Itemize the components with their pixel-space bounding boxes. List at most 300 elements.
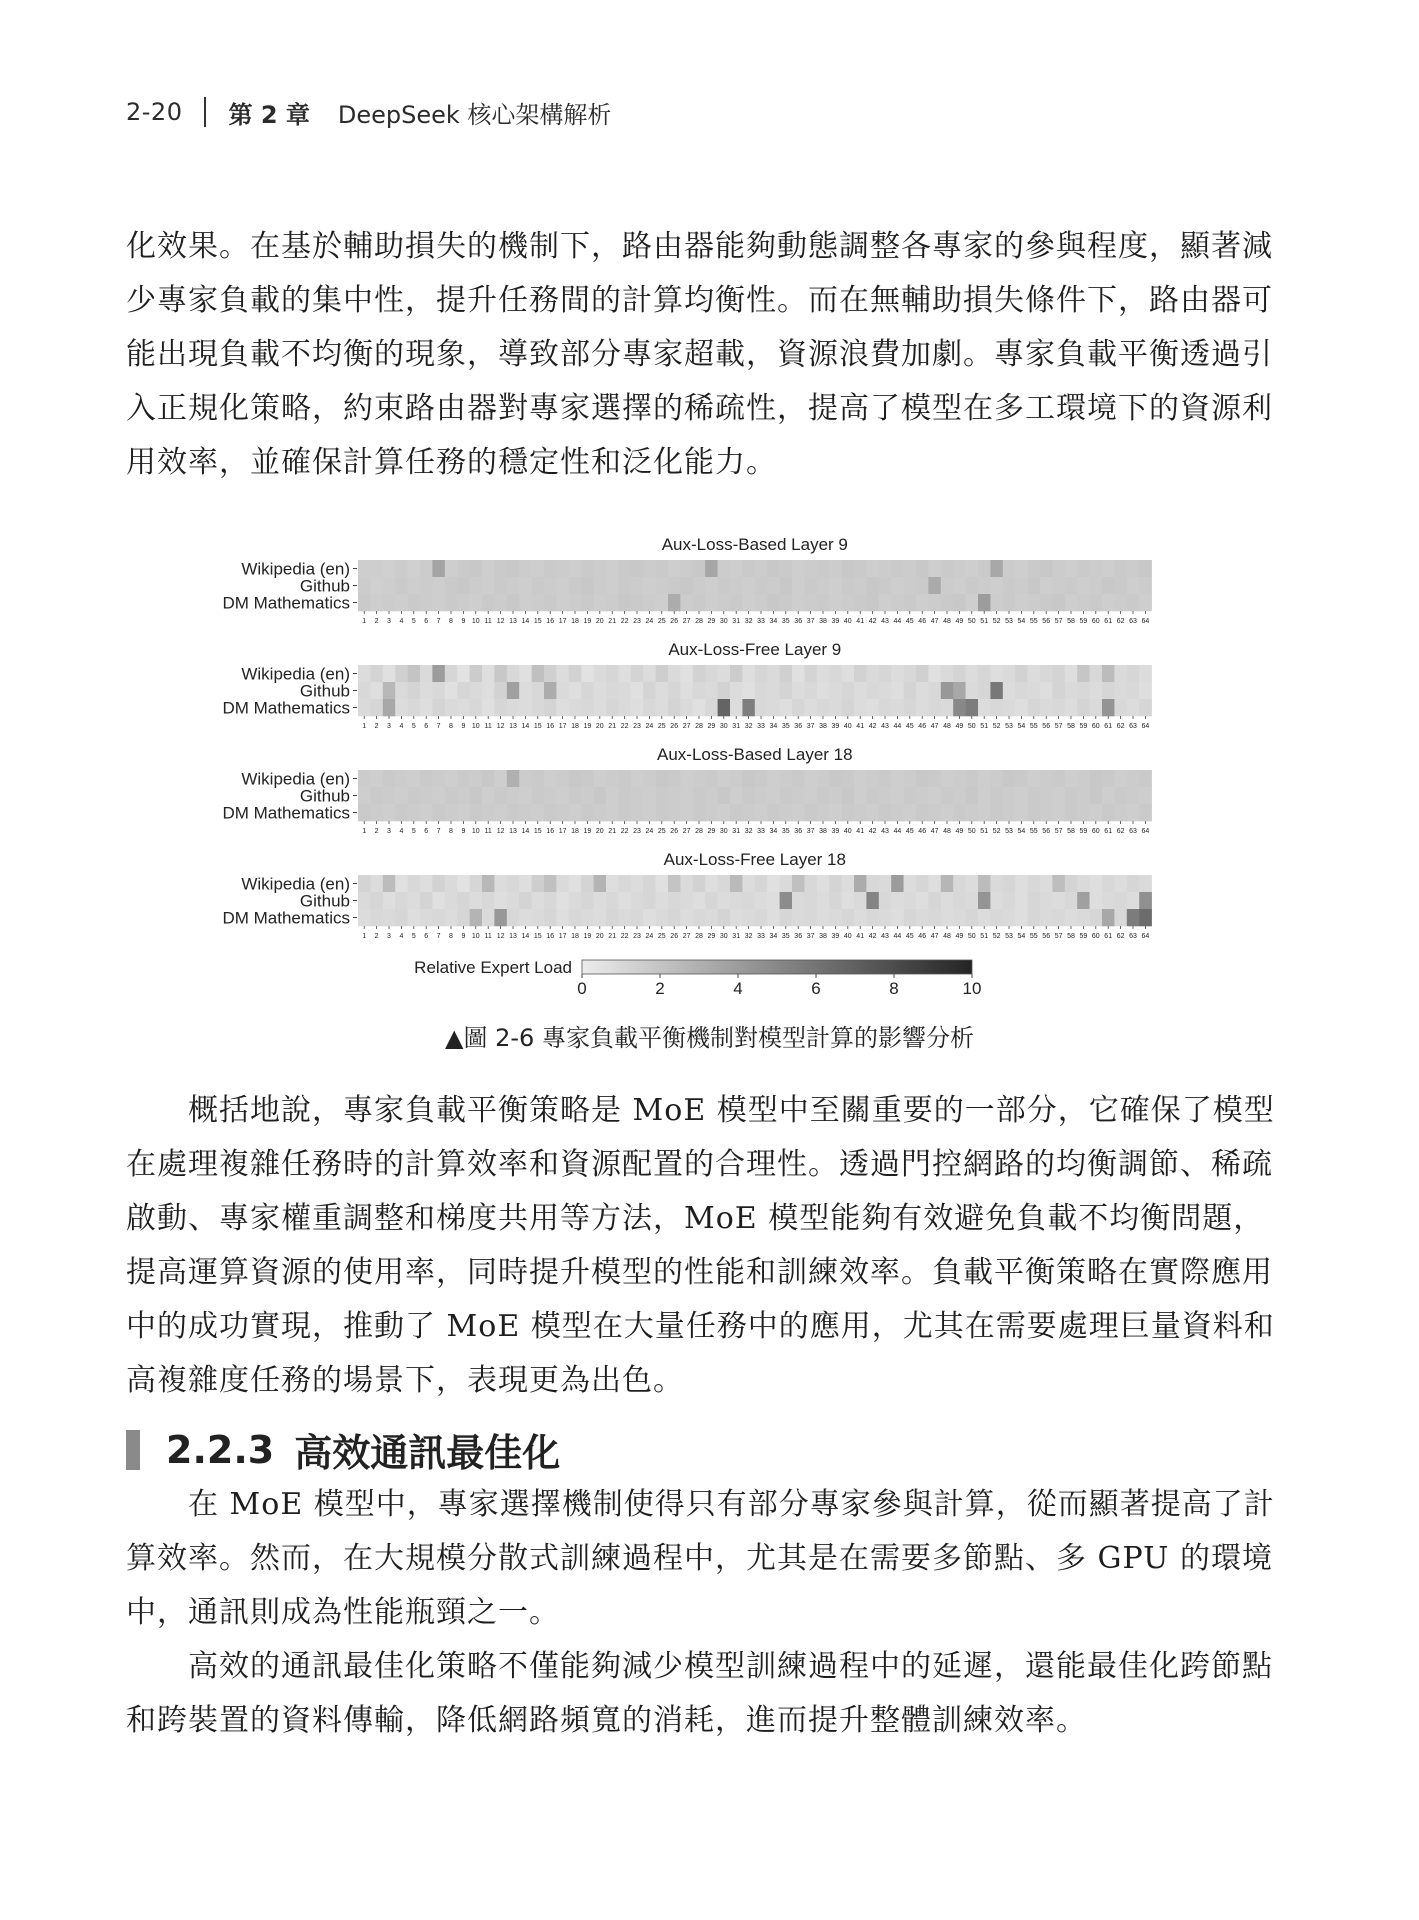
heatmap-cell bbox=[507, 577, 520, 594]
heatmap-cell bbox=[532, 682, 545, 699]
heatmap-cell bbox=[1040, 560, 1053, 577]
expert-tick-label: 52 bbox=[992, 828, 1001, 835]
heatmap-cell bbox=[532, 909, 545, 926]
heatmap-cell bbox=[1127, 875, 1140, 892]
heatmap-cell bbox=[817, 909, 830, 926]
expert-tick-label: 44 bbox=[893, 618, 902, 625]
heatmap-cell bbox=[507, 560, 520, 577]
heatmap-cell bbox=[532, 594, 545, 611]
heatmap-cell bbox=[631, 892, 644, 909]
heatmap-cell bbox=[494, 909, 507, 926]
heatmap-cell bbox=[817, 804, 830, 821]
expert-tick-label: 21 bbox=[608, 618, 617, 625]
expert-tick-label: 3 bbox=[387, 723, 391, 730]
expert-tick-label: 15 bbox=[533, 723, 542, 730]
expert-tick-label: 50 bbox=[967, 933, 976, 940]
heatmap-cell bbox=[370, 682, 383, 699]
heatmap-cell bbox=[792, 560, 805, 577]
expert-tick-label: 38 bbox=[819, 618, 827, 625]
heatmap-cell bbox=[879, 875, 892, 892]
heatmap-cell bbox=[1003, 594, 1016, 611]
heatmap-cell bbox=[544, 577, 557, 594]
expert-tick-label: 5 bbox=[411, 828, 416, 835]
heatmap-cell bbox=[1139, 909, 1152, 926]
heatmap-cell bbox=[829, 560, 842, 577]
heatmap-cell bbox=[445, 594, 458, 611]
expert-tick-label: 49 bbox=[955, 933, 964, 940]
expert-tick-label: 51 bbox=[980, 828, 989, 835]
heatmap-cell bbox=[532, 770, 545, 787]
heatmap-cell bbox=[916, 560, 929, 577]
heatmap-cell bbox=[1040, 804, 1053, 821]
heatmap-cell bbox=[966, 770, 979, 787]
heatmap-cell bbox=[817, 770, 830, 787]
expert-tick-label: 43 bbox=[881, 828, 889, 835]
heatmap-cell bbox=[866, 787, 879, 804]
heatmap-cell bbox=[767, 787, 780, 804]
heatmap-cell bbox=[1090, 577, 1103, 594]
heatmap-cell bbox=[879, 892, 892, 909]
heatmap-cell bbox=[854, 665, 867, 682]
expert-tick-label: 62 bbox=[1116, 723, 1125, 730]
expert-tick-label: 59 bbox=[1079, 933, 1088, 940]
heatmap-cell bbox=[1102, 665, 1115, 682]
heatmap-cell bbox=[1127, 770, 1140, 787]
expert-tick-label: 40 bbox=[843, 933, 852, 940]
heatmap-cell bbox=[408, 770, 421, 787]
heatmap-cell bbox=[817, 892, 830, 909]
heatmap-cell bbox=[742, 665, 755, 682]
heatmap-cell bbox=[730, 892, 743, 909]
heatmap-cell bbox=[445, 665, 458, 682]
heatmap-cell bbox=[693, 892, 706, 909]
heatmap-cell bbox=[792, 665, 805, 682]
heatmap-cell bbox=[1077, 909, 1090, 926]
expert-tick-label: 13 bbox=[509, 933, 517, 940]
heatmap-cell bbox=[693, 770, 706, 787]
heatmap-cell bbox=[457, 875, 470, 892]
heatmap-cell bbox=[730, 682, 743, 699]
heatmap-cell bbox=[656, 909, 669, 926]
heatmap-cell bbox=[990, 577, 1003, 594]
heatmap-cell bbox=[569, 699, 582, 716]
heatmap-cell bbox=[804, 665, 817, 682]
expert-tick-label: 34 bbox=[769, 618, 778, 625]
heatmap-cell bbox=[420, 909, 433, 926]
expert-tick-label: 4 bbox=[399, 723, 404, 730]
heatmap-cell bbox=[668, 577, 681, 594]
expert-tick-label: 27 bbox=[682, 828, 691, 835]
heatmap-cell bbox=[668, 892, 681, 909]
heatmap-cell bbox=[705, 770, 718, 787]
section-number: 2.2.3 bbox=[166, 1427, 275, 1472]
heatmap-cell bbox=[1003, 560, 1016, 577]
heatmap-cell bbox=[1090, 892, 1103, 909]
heatmap-cell bbox=[445, 892, 458, 909]
expert-tick-label: 37 bbox=[806, 723, 815, 730]
heatmap-cell bbox=[643, 770, 656, 787]
heatmap-cell bbox=[829, 787, 842, 804]
expert-tick-label: 41 bbox=[856, 723, 865, 730]
colorbar-tick-label: 4 bbox=[733, 979, 743, 998]
heatmap-cell bbox=[569, 770, 582, 787]
expert-tick-label: 15 bbox=[533, 618, 542, 625]
heatmap-cell bbox=[966, 875, 979, 892]
expert-tick-label: 48 bbox=[943, 933, 951, 940]
heatmap-cell bbox=[581, 560, 594, 577]
heatmap-cell bbox=[1114, 665, 1127, 682]
heatmap-cell bbox=[482, 682, 495, 699]
heatmap-cell bbox=[767, 804, 780, 821]
heatmap-cell bbox=[705, 909, 718, 926]
heatmap-cell bbox=[817, 682, 830, 699]
heatmap-cell bbox=[966, 804, 979, 821]
heatmap-cell bbox=[928, 560, 941, 577]
heatmap-cell bbox=[643, 594, 656, 611]
heatmap-cell bbox=[618, 787, 631, 804]
heatmap-cell bbox=[594, 875, 607, 892]
heatmap-cell bbox=[705, 787, 718, 804]
expert-tick-label: 52 bbox=[992, 723, 1001, 730]
heatmap-cell bbox=[904, 665, 917, 682]
heatmap-cell bbox=[358, 909, 371, 926]
heatmap-cell bbox=[1015, 875, 1028, 892]
heatmap-cell bbox=[866, 770, 879, 787]
heatmap-cell bbox=[668, 875, 681, 892]
heatmap-cell bbox=[817, 665, 830, 682]
heatmap-cell bbox=[383, 804, 396, 821]
heatmap-cell bbox=[594, 560, 607, 577]
heatmap-cell bbox=[656, 892, 669, 909]
expert-tick-label: 10 bbox=[471, 933, 480, 940]
heatmap-cell bbox=[1028, 577, 1041, 594]
heatmap-cell bbox=[1077, 804, 1090, 821]
expert-tick-label: 42 bbox=[868, 828, 877, 835]
expert-tick-label: 44 bbox=[893, 723, 902, 730]
expert-tick-label: 34 bbox=[769, 723, 778, 730]
heatmap-cell bbox=[519, 892, 532, 909]
heatmap-cell bbox=[1015, 594, 1028, 611]
heatmap-cell bbox=[383, 892, 396, 909]
heatmap-cell bbox=[928, 577, 941, 594]
heatmap-cell bbox=[1114, 560, 1127, 577]
heatmap-cell bbox=[594, 665, 607, 682]
heatmap-cell bbox=[581, 909, 594, 926]
expert-tick-label: 43 bbox=[881, 933, 889, 940]
expert-tick-label: 28 bbox=[695, 618, 703, 625]
heatmap-cell bbox=[780, 577, 793, 594]
heatmap-cell bbox=[978, 560, 991, 577]
heatmap-cell bbox=[482, 892, 495, 909]
heatmap-cell bbox=[482, 787, 495, 804]
heatmap-cell bbox=[966, 665, 979, 682]
heatmap-cell bbox=[457, 665, 470, 682]
heatmap-cell bbox=[457, 594, 470, 611]
row-label: Github bbox=[299, 891, 350, 911]
heatmap-cell bbox=[1003, 909, 1016, 926]
expert-tick-label: 22 bbox=[620, 723, 629, 730]
heatmap-cell bbox=[990, 787, 1003, 804]
heatmap-cell bbox=[792, 804, 805, 821]
expert-tick-label: 18 bbox=[571, 723, 579, 730]
heatmap-cell bbox=[916, 682, 929, 699]
expert-tick-label: 24 bbox=[645, 828, 654, 835]
heatmap-cell bbox=[470, 594, 483, 611]
heatmap-cell bbox=[408, 560, 421, 577]
heatmap-cell bbox=[916, 787, 929, 804]
expert-tick-label: 59 bbox=[1079, 828, 1088, 835]
heatmap-cell bbox=[718, 909, 731, 926]
heatmap-cell bbox=[569, 594, 582, 611]
heatmap-cell bbox=[1139, 892, 1152, 909]
heatmap-cell bbox=[916, 594, 929, 611]
heatmap-cell bbox=[978, 577, 991, 594]
expert-tick-label: 53 bbox=[1005, 933, 1013, 940]
heatmap-cell bbox=[767, 909, 780, 926]
expert-tick-label: 62 bbox=[1116, 618, 1125, 625]
heatmap-cell bbox=[1065, 577, 1078, 594]
expert-tick-label: 6 bbox=[424, 828, 429, 835]
heatmap-cell bbox=[383, 875, 396, 892]
heatmap-cell bbox=[866, 892, 879, 909]
expert-tick-label: 64 bbox=[1141, 723, 1150, 730]
heatmap-cell bbox=[978, 804, 991, 821]
heatmap-cell bbox=[1139, 770, 1152, 787]
heatmap-cell bbox=[445, 787, 458, 804]
heatmap-cell bbox=[1015, 804, 1028, 821]
row-label: DM Mathematics bbox=[222, 803, 350, 823]
heatmap-cell bbox=[383, 682, 396, 699]
expert-tick-label: 21 bbox=[608, 933, 617, 940]
expert-tick-label: 1 bbox=[362, 933, 367, 940]
heatmap-cell bbox=[370, 892, 383, 909]
heatmap-cell bbox=[606, 682, 619, 699]
heatmap-cell bbox=[829, 699, 842, 716]
heatmap-cell bbox=[606, 577, 619, 594]
heatmap-cell bbox=[1015, 699, 1028, 716]
heatmap-cell bbox=[891, 875, 904, 892]
heatmap-cell bbox=[1102, 892, 1115, 909]
heatmap-cell bbox=[842, 770, 855, 787]
heatmap-cell bbox=[383, 665, 396, 682]
heatmap-cell bbox=[581, 577, 594, 594]
heatmap-cell bbox=[817, 594, 830, 611]
expert-tick-label: 7 bbox=[436, 618, 441, 625]
heatmap-cell bbox=[755, 909, 768, 926]
heatmap-cell bbox=[544, 804, 557, 821]
heatmap-cell bbox=[1090, 699, 1103, 716]
heatmap-cell bbox=[581, 682, 594, 699]
heatmap-cell bbox=[383, 699, 396, 716]
heatmap-cell bbox=[680, 699, 693, 716]
heatmap-cell bbox=[953, 804, 966, 821]
expert-tick-label: 30 bbox=[719, 618, 728, 625]
heatmap-cell bbox=[854, 804, 867, 821]
heatmap-cell bbox=[792, 682, 805, 699]
expert-tick-label: 23 bbox=[633, 618, 641, 625]
heatmap-cell bbox=[494, 787, 507, 804]
expert-tick-label: 35 bbox=[781, 723, 790, 730]
heatmap-cell bbox=[494, 875, 507, 892]
expert-tick-label: 47 bbox=[930, 618, 939, 625]
expert-tick-label: 12 bbox=[496, 723, 505, 730]
heatmap-cell bbox=[755, 892, 768, 909]
heatmap-cell bbox=[705, 665, 718, 682]
heatmap-cell bbox=[829, 875, 842, 892]
paragraph-3: 在 MoE 模型中，專家選擇機制使得只有部分專家參與計算，從而顯著提高了計算效率。然而，在大規模分散式訓練過程中，尤其是在需要多節點、多 GPU 的環境中，通訊則成為性能瓶頸之一。 bbox=[126, 1487, 1275, 1630]
heatmap-cell bbox=[1040, 682, 1053, 699]
heatmap-cell bbox=[470, 577, 483, 594]
figure-caption: ▲圖 2-6 專家負載平衡機制對模型計算的影響分析 bbox=[445, 1024, 974, 1052]
heatmap-cell bbox=[482, 770, 495, 787]
heatmap-cell bbox=[643, 875, 656, 892]
heatmap-cell bbox=[891, 787, 904, 804]
heatmap-cell bbox=[904, 892, 917, 909]
expert-tick-label: 46 bbox=[918, 933, 927, 940]
expert-tick-label: 41 bbox=[856, 618, 865, 625]
heatmap-cell bbox=[718, 577, 731, 594]
heatmap-cell bbox=[1028, 682, 1041, 699]
expert-tick-label: 55 bbox=[1029, 828, 1038, 835]
expert-tick-label: 49 bbox=[955, 723, 964, 730]
expert-tick-label: 60 bbox=[1091, 618, 1100, 625]
heatmap-cell bbox=[1139, 787, 1152, 804]
heatmap-cell bbox=[1102, 875, 1115, 892]
heatmap-cell bbox=[904, 804, 917, 821]
heatmap-cell bbox=[804, 787, 817, 804]
expert-tick-label: 46 bbox=[918, 723, 927, 730]
heatmap-cell bbox=[420, 682, 433, 699]
heatmap-cell bbox=[879, 909, 892, 926]
heatmap-cell bbox=[953, 699, 966, 716]
heatmap-cell bbox=[358, 787, 371, 804]
heatmap-cell bbox=[817, 875, 830, 892]
heatmap-cell bbox=[1114, 804, 1127, 821]
expert-tick-label: 31 bbox=[732, 933, 741, 940]
heatmap-cell bbox=[693, 699, 706, 716]
colorbar-tick-label: 6 bbox=[811, 979, 821, 998]
heatmap-cell bbox=[1114, 699, 1127, 716]
heatmap-cell bbox=[395, 909, 408, 926]
heatmap-cell bbox=[581, 665, 594, 682]
expert-tick-label: 35 bbox=[781, 618, 790, 625]
heatmap-cell bbox=[370, 804, 383, 821]
heatmap-cell bbox=[631, 560, 644, 577]
expert-tick-label: 6 bbox=[424, 933, 429, 940]
heatmap-cell bbox=[594, 577, 607, 594]
expert-tick-label: 2 bbox=[374, 933, 379, 940]
heatmap-cell bbox=[408, 665, 421, 682]
expert-tick-label: 56 bbox=[1042, 618, 1051, 625]
heatmap-cell bbox=[693, 682, 706, 699]
expert-tick-label: 5 bbox=[411, 933, 416, 940]
heatmap-cell bbox=[631, 875, 644, 892]
heatmap-cell bbox=[879, 699, 892, 716]
heatmap-cell bbox=[755, 804, 768, 821]
heatmap-cell bbox=[395, 770, 408, 787]
expert-tick-label: 29 bbox=[707, 828, 716, 835]
panel-title: Aux-Loss-Based Layer 9 bbox=[661, 535, 848, 554]
heatmap-cell bbox=[643, 560, 656, 577]
heatmap-cell bbox=[1040, 909, 1053, 926]
heatmap-cell bbox=[1065, 892, 1078, 909]
heatmap-cell bbox=[445, 699, 458, 716]
heatmap-cell bbox=[445, 875, 458, 892]
heatmap-cell bbox=[1052, 594, 1065, 611]
row-label: Github bbox=[299, 681, 350, 701]
heatmap-cell bbox=[990, 909, 1003, 926]
expert-tick-label: 60 bbox=[1091, 723, 1100, 730]
heatmap-cell bbox=[854, 594, 867, 611]
expert-tick-label: 52 bbox=[992, 933, 1001, 940]
heatmap-cell bbox=[730, 560, 743, 577]
expert-tick-label: 14 bbox=[521, 723, 530, 730]
heatmap-cell bbox=[792, 875, 805, 892]
heatmap-cell bbox=[953, 682, 966, 699]
heatmap-cell bbox=[408, 909, 421, 926]
heatmap-cell bbox=[780, 682, 793, 699]
heatmap-cell bbox=[358, 875, 371, 892]
expert-tick-label: 55 bbox=[1029, 618, 1038, 625]
heatmap-cell bbox=[866, 594, 879, 611]
heatmap-cell bbox=[1040, 577, 1053, 594]
heatmap-cell bbox=[904, 594, 917, 611]
heatmap-cell bbox=[544, 909, 557, 926]
expert-tick-label: 22 bbox=[620, 933, 629, 940]
heatmap-cell bbox=[1040, 665, 1053, 682]
heatmap-cell bbox=[941, 560, 954, 577]
heatmap-cell bbox=[457, 682, 470, 699]
expert-tick-label: 63 bbox=[1129, 618, 1137, 625]
heatmap-cell bbox=[643, 699, 656, 716]
heatmap-cell bbox=[1065, 594, 1078, 611]
expert-tick-label: 46 bbox=[918, 828, 927, 835]
heatmap-cell bbox=[693, 560, 706, 577]
heatmap-cell bbox=[854, 682, 867, 699]
heatmap-cell bbox=[767, 699, 780, 716]
section-heading bbox=[126, 1422, 560, 1477]
heatmap-cell bbox=[482, 875, 495, 892]
heatmap-cell bbox=[556, 665, 569, 682]
heatmap-cell bbox=[693, 909, 706, 926]
heatmap-cell bbox=[494, 577, 507, 594]
heatmap-cell bbox=[1040, 770, 1053, 787]
heatmap-cell bbox=[792, 577, 805, 594]
heatmap-cell bbox=[581, 699, 594, 716]
heatmap-cell bbox=[990, 804, 1003, 821]
expert-tick-label: 64 bbox=[1141, 933, 1150, 940]
heatmap-cell bbox=[408, 804, 421, 821]
heatmap-cell bbox=[742, 682, 755, 699]
heatmap-cell bbox=[606, 909, 619, 926]
heatmap-cell bbox=[445, 560, 458, 577]
heatmap-cell bbox=[1040, 787, 1053, 804]
heatmap-cell bbox=[544, 875, 557, 892]
heatmap-cell bbox=[854, 892, 867, 909]
heatmap-cell bbox=[556, 804, 569, 821]
expert-tick-label: 17 bbox=[558, 828, 567, 835]
heatmap-cell bbox=[408, 699, 421, 716]
heatmap-cell bbox=[1015, 787, 1028, 804]
heatmap-cell bbox=[780, 560, 793, 577]
expert-tick-label: 50 bbox=[967, 723, 976, 730]
expert-tick-label: 14 bbox=[521, 828, 530, 835]
heatmap-cell bbox=[1052, 665, 1065, 682]
heatmap-cell bbox=[408, 875, 421, 892]
expert-tick-label: 61 bbox=[1104, 828, 1113, 835]
heatmap-cell bbox=[854, 875, 867, 892]
expert-tick-label: 56 bbox=[1042, 828, 1051, 835]
